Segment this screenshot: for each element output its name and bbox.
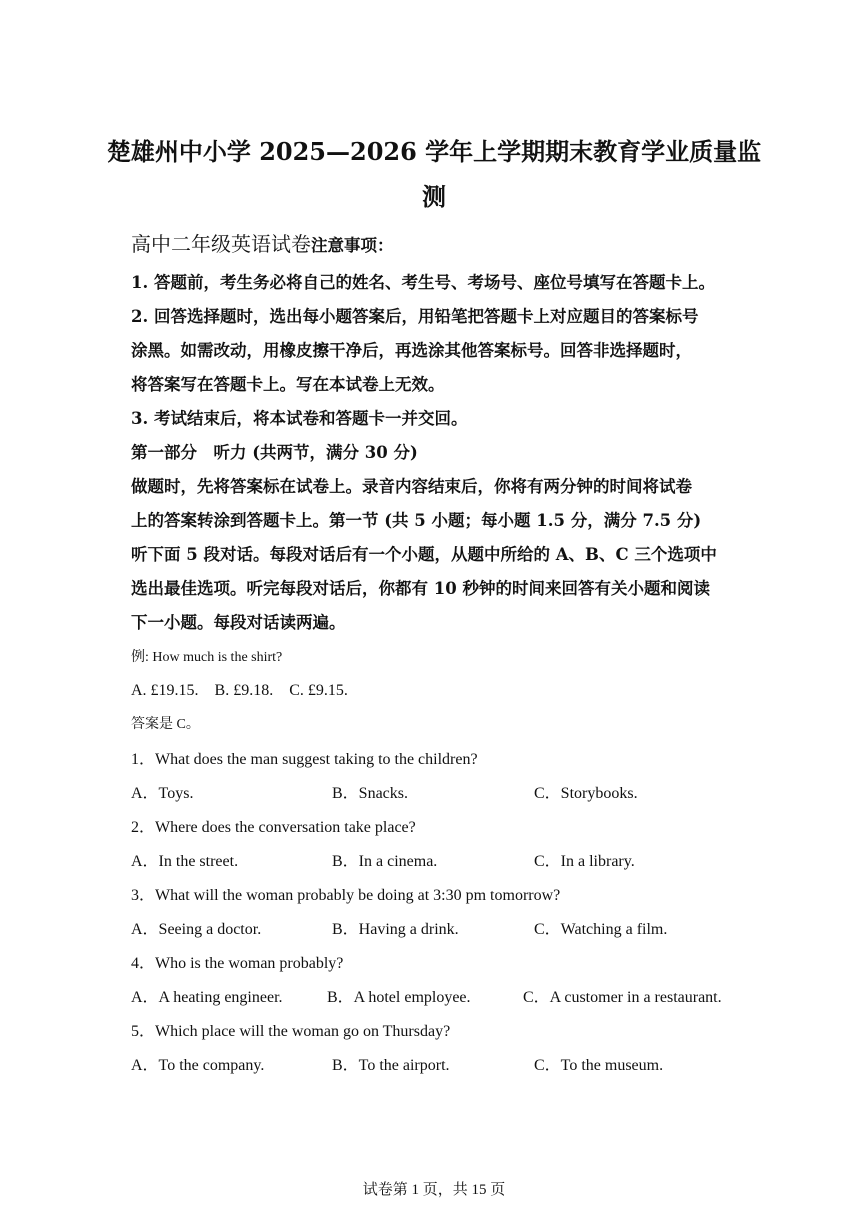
question-3-option-a: A．Seeing a doctor. [131,921,262,938]
question-3-option-b: B．Having a drink. [332,921,459,938]
part1-instruction-4: 选出最佳选项。听完每段对话后，你都有 10 秒钟的时间来回答有关小题和阅读 [131,579,710,598]
note-2: 2. 回答选择题时，选出每小题答案后，用铅笔把答题卡上对应题目的答案标号 [131,307,699,326]
note-1: 1. 答题前，考生务必将自己的姓名、考生号、考场号、座位号填写在答题卡上。 [131,273,715,292]
question-3: 3．What will the woman probably be doing at 3:30 pm tomorrow? [131,887,561,904]
question-2-option-b: B．In a cinema. [332,853,438,870]
question-2: 2．Where does the conversation take place? [131,819,416,836]
example-options: A. £19.15. B. £9.18. C. £9.15. [131,682,348,699]
question-2-option-a: A．In the street. [131,853,239,870]
question-4-option-c: C．A customer in a restaurant. [523,989,722,1006]
exam-title-line1: 楚雄州中小学 2025—2026 学年上学期期末教育学业质量监 [106,137,762,166]
question-1: 1．What does the man suggest taking to the children? [131,751,478,768]
question-5: 5．Which place will the woman go on Thursday? [131,1023,451,1040]
question-5-option-b: B．To the airport. [332,1057,450,1074]
exam-title-line2: 测 [422,182,446,211]
note-2-cont2: 将答案写在答题卡上。写在本试卷上无效。 [131,375,445,394]
part1-instruction-1: 做题时，先将答案标在试卷上。录音内容结束后，你将有两分钟的时间将试卷 [131,477,692,496]
question-3-option-c: C．Watching a film. [534,921,668,938]
question-5-option-c: C．To the museum. [534,1057,664,1074]
question-4-option-a: A．A heating engineer. [131,989,283,1006]
subtitle-row [131,230,394,260]
part1-instruction-2: 上的答案转涂到答题卡上。第一节 (共 5 小题；每小题 1.5 分，满分 7.5 分) [131,511,702,530]
question-2-option-c: C．In a library. [534,853,635,870]
part1-heading: 第一部分 听力 (共两节，满分 30 分) [131,443,418,462]
question-1-option-a: A．Toys. [131,785,194,802]
note-3: 3. 考试结束后，将本试卷和答题卡一并交回。 [131,409,468,428]
question-1-option-b: B．Snacks. [332,785,409,802]
example-question: 例: How much is the shirt? [131,650,283,665]
question-4-option-b: B．A hotel employee. [327,989,471,1006]
example-answer: 答案是 C。 [131,717,200,732]
question-1-option-c: C．Storybooks. [534,785,638,802]
notice-heading: 注意事项： [311,236,394,255]
page-footer: 试卷第 1 页，共 15 页 [362,1182,506,1198]
question-4: 4．Who is the woman probably? [131,955,344,972]
exam-subtitle: 高中二年级英语试卷 [131,232,311,256]
part1-instruction-5: 下一小题。每段对话读两遍。 [131,613,346,632]
note-2-cont: 涂黑。如需改动，用橡皮擦干净后，再选涂其他答案标号。回答非选择题时， [131,341,692,360]
part1-instruction-3: 听下面 5 段对话。每段对话后有一个小题，从题中所给的 A、B、C 三个选项中 [131,545,717,564]
question-5-option-a: A．To the company. [131,1057,265,1074]
